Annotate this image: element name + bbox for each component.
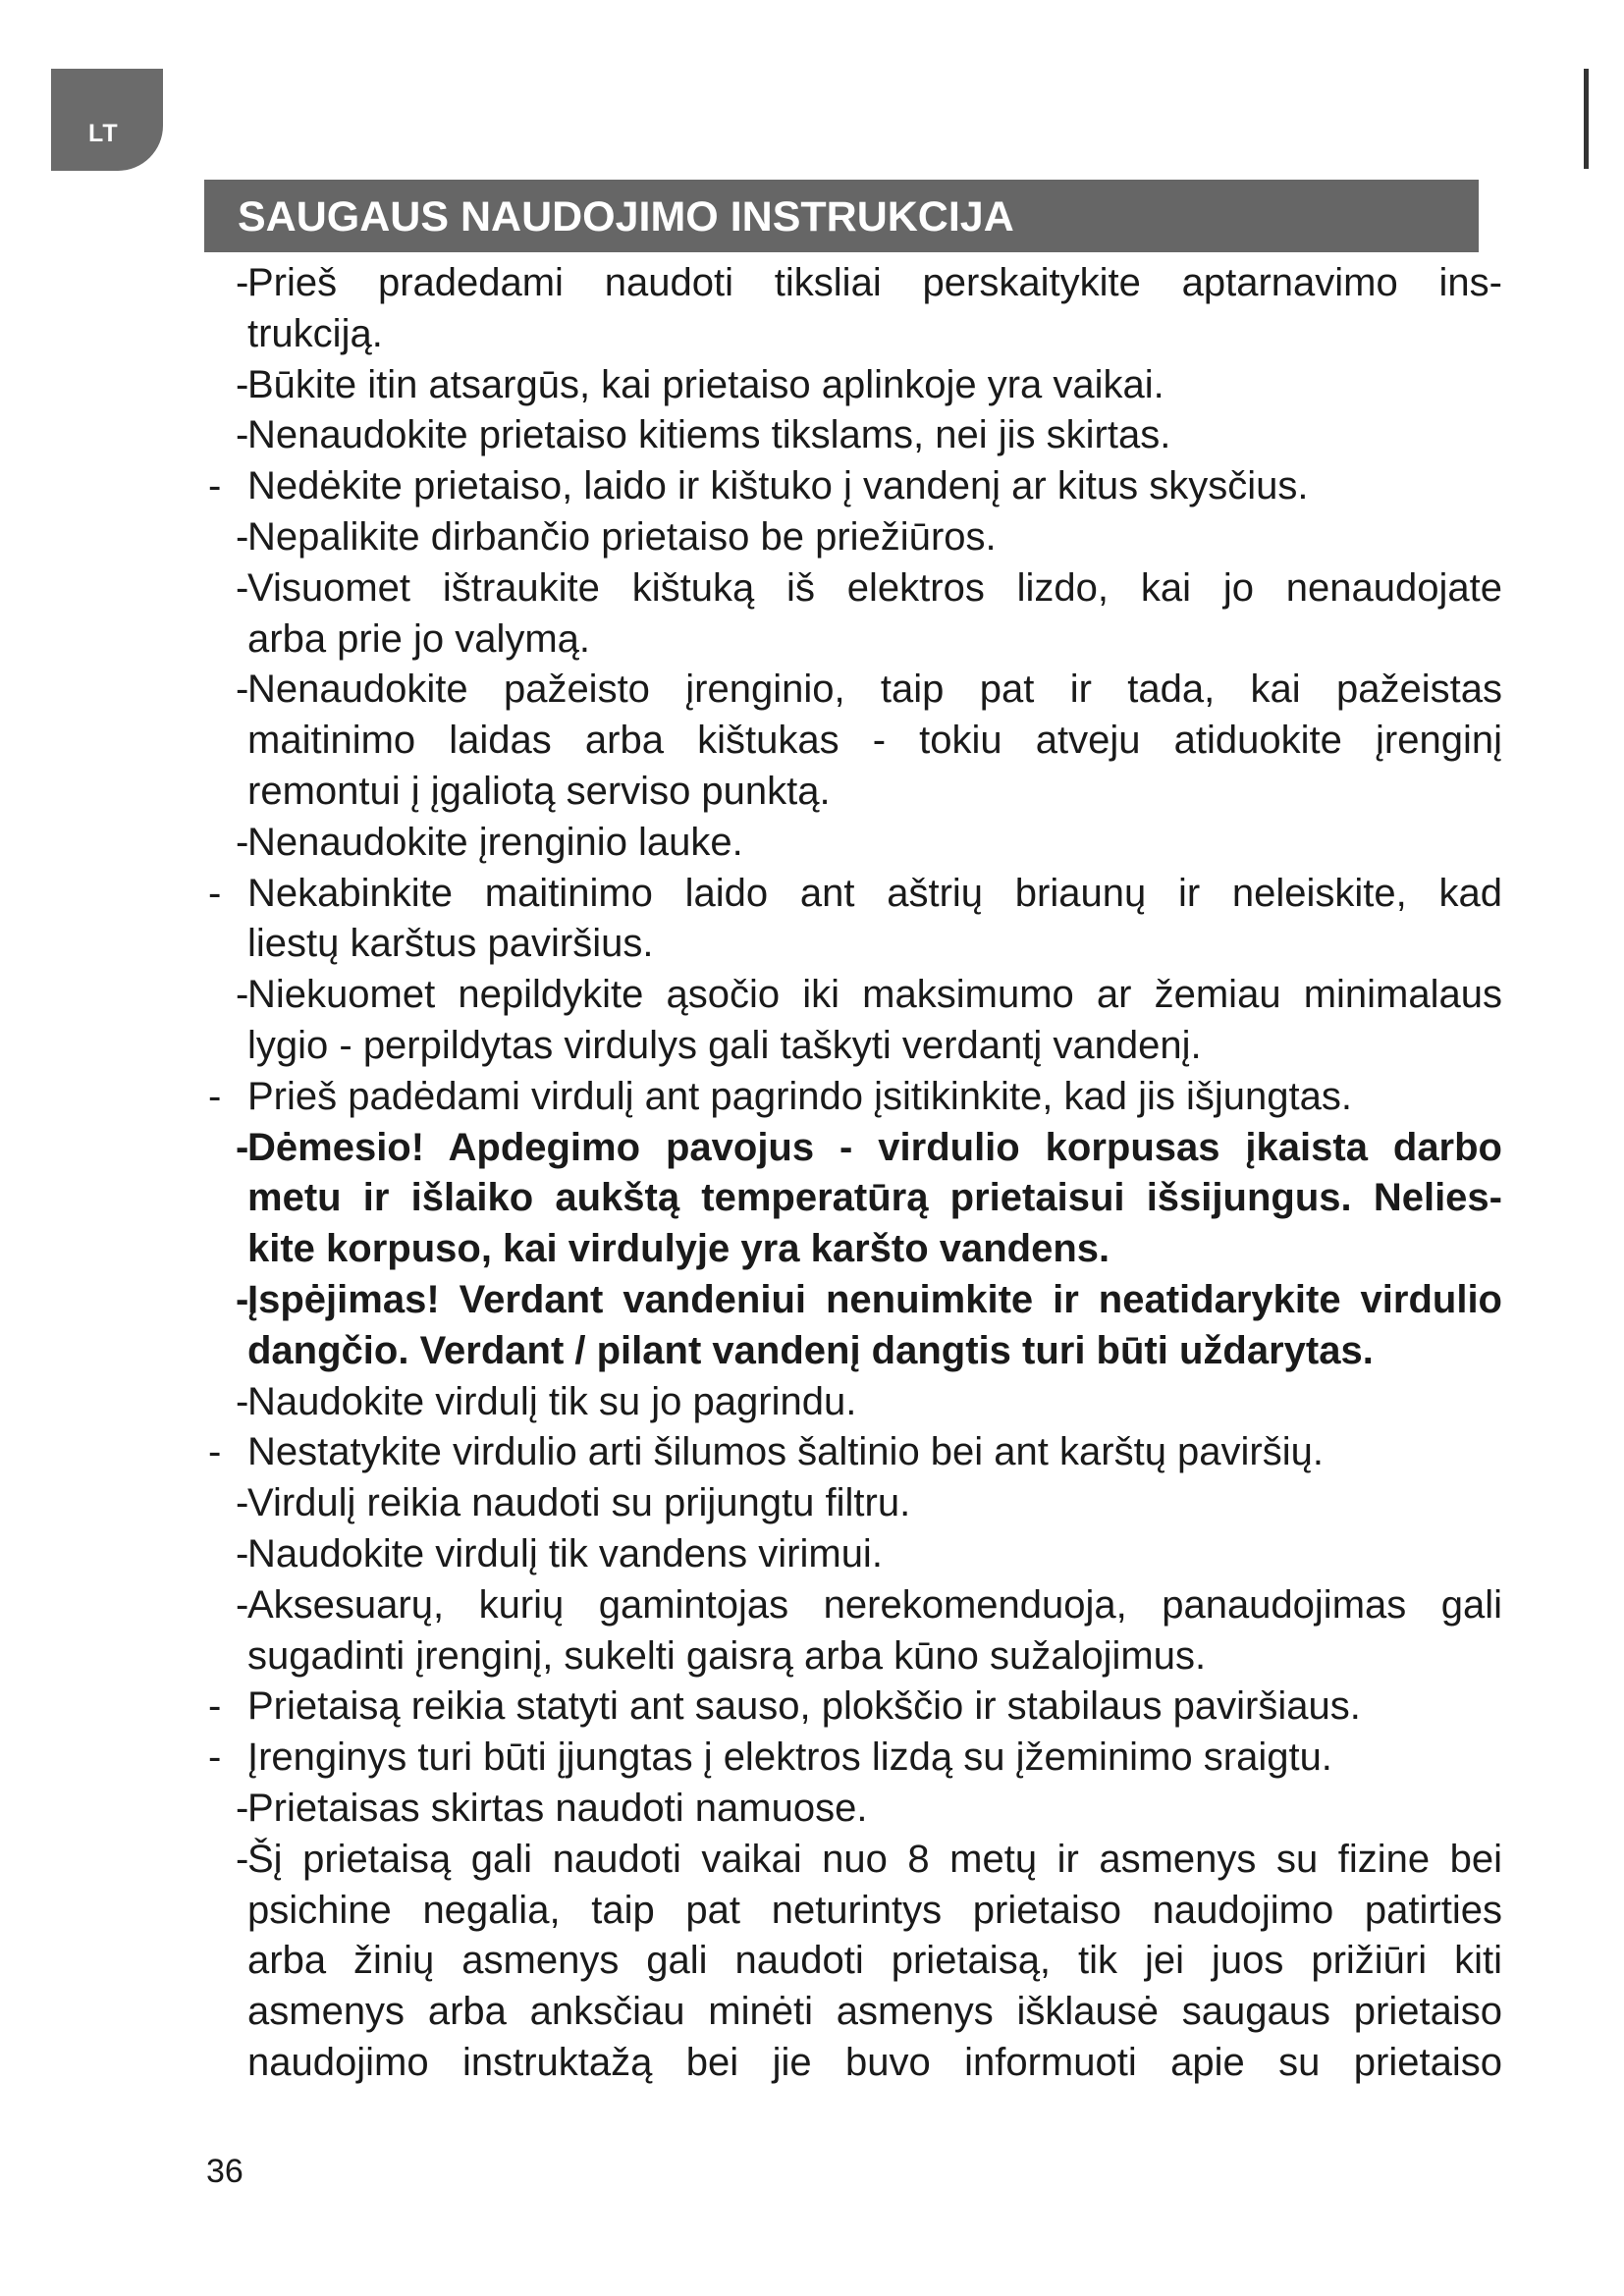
section-header <box>204 180 1479 252</box>
section-title: SAUGAUS NAUDOJIMO INSTRUKCIJA <box>238 193 1014 240</box>
bullet-dash: - <box>208 464 222 508</box>
instruction-text: Nedėkite prietaiso, laido ir kištuko į vandenį ar kitus skysčius. <box>247 464 1309 508</box>
bullet-dash: - <box>236 413 249 457</box>
page-number: 36 <box>206 2153 244 2190</box>
instruction-text: liestų karštus paviršius. <box>247 922 654 966</box>
instruction-text: Naudokite virdulį tik vandens virimui. <box>247 1532 883 1575</box>
instruction-text: trukciją. <box>247 311 383 355</box>
instruction-text: Nestatykite virdulio arti šilumos šaltinio bei ant karštų paviršių. <box>247 1430 1324 1474</box>
instruction-text: sugadinti įrenginį, sukelti gaisrą arba kūno sužalojimus. <box>247 1633 1207 1678</box>
instruction-text: arba žinių asmenys gali naudoti prietaisą, tik jei juos prižiūri kiti <box>247 1939 1502 1983</box>
language-tab-label: LT <box>88 120 119 147</box>
instruction-text: Nenaudokite pažeisto įrenginio, taip pat ir tada, kai pažeistas <box>247 667 1502 712</box>
bullet-dash: - <box>208 871 222 915</box>
bullet-dash: - <box>236 1481 249 1525</box>
instruction-text: maitinimo laidas arba kištukas - tokiu atveju atiduokite įrenginį <box>247 719 1502 763</box>
bullet-dash: - <box>236 1837 249 1881</box>
bullet-dash: - <box>236 667 249 712</box>
bullet-dash: - <box>236 820 249 864</box>
instruction-text: Nekabinkite maitinimo laido ant aštrių briaunų ir neleiskite, kad <box>247 871 1502 915</box>
instruction-text: psichine negalia, taip pat neturintys prietaiso naudojimo patirties <box>247 1888 1502 1932</box>
bullet-dash: - <box>236 973 249 1017</box>
bullet-dash: - <box>236 1125 249 1169</box>
instruction-text: asmenys arba anksčiau minėti asmenys išklausė saugaus prietaiso <box>247 1990 1502 2034</box>
page-edge-mark <box>1584 69 1589 169</box>
instruction-text: Šį prietaisą gali naudoti vaikai nuo 8 metų ir asmenys su fizine bei <box>247 1837 1502 1881</box>
instruction-text: kite korpuso, kai virdulyje yra karšto vandens. <box>247 1227 1110 1271</box>
bullet-dash: - <box>236 515 249 559</box>
instruction-text: Prieš padėdami virdulį ant pagrindo įsitikinkite, kad jis išjungtas. <box>247 1074 1352 1118</box>
instruction-text: Įspėjimas! Verdant vandeniui nenuimkite ir neatidarykite virdulio <box>247 1278 1502 1321</box>
instruction-text: Niekuomet nepildykite ąsočio iki maksimumo ar žemiau minimalaus <box>247 973 1502 1017</box>
bullet-dash: - <box>236 261 249 304</box>
instruction-text: Įrenginys turi būti įjungtas į elektros lizdą su įžeminimo sraigtu. <box>247 1735 1332 1780</box>
instruction-text: dangčio. Verdant / pilant vandenį dangtis turi būti uždarytas. <box>247 1328 1374 1372</box>
instruction-text: naudojimo instruktažą bei jie buvo informuoti apie su prietaiso <box>247 2041 1502 2084</box>
language-tab <box>51 69 163 171</box>
instruction-text: Prietaisą reikia statyti ant sauso, plokščio ir stabilaus paviršiaus. <box>247 1684 1361 1729</box>
instruction-text: Visuomet ištraukite kištuką iš elektros lizdo, kai jo nenaudojate <box>247 565 1502 610</box>
instruction-text: Virdulį reikia naudoti su prijungtu filtru. <box>247 1481 911 1525</box>
bullet-dash: - <box>236 565 249 610</box>
instruction-text: Nepalikite dirbančio prietaiso be priežiūros. <box>247 515 997 559</box>
bullet-dash: - <box>208 1430 222 1474</box>
instruction-text: lygio - perpildytas virdulys gali taškyti verdantį vandenį. <box>247 1024 1202 1067</box>
instruction-text: Prieš pradedami naudoti tiksliai perskaitykite aptarnavimo ins- <box>247 261 1502 304</box>
bullet-dash: - <box>208 1074 222 1118</box>
bullet-dash: - <box>236 1532 249 1575</box>
instruction-text: Nenaudokite prietaiso kitiems tikslams, nei jis skirtas. <box>247 413 1171 457</box>
bullet-dash: - <box>236 1379 249 1423</box>
bullet-dash: - <box>208 1735 222 1780</box>
bullet-dash: - <box>236 1787 249 1830</box>
instruction-text: Būkite itin atsargūs, kai prietaiso aplinkoje yra vaikai. <box>247 362 1164 406</box>
bullet-dash: - <box>236 1582 249 1627</box>
instruction-text: Aksesuarų, kurių gamintojas nerekomenduoja, panaudojimas gali <box>247 1582 1502 1627</box>
instruction-text: Dėmesio! Apdegimo pavojus - virdulio korpusas įkaista darbo <box>247 1125 1502 1169</box>
instruction-text: metu ir išlaiko aukštą temperatūrą prietaisui išsijungus. Nelies- <box>247 1176 1502 1220</box>
bullet-dash: - <box>208 1684 222 1729</box>
instruction-text: arba prie jo valymą. <box>247 616 591 661</box>
bullet-dash: - <box>236 1278 249 1321</box>
bullet-dash: - <box>236 362 249 406</box>
instruction-text: Nenaudokite įrenginio lauke. <box>247 820 743 864</box>
instruction-text: remontui į įgaliotą serviso punktą. <box>247 770 831 813</box>
instruction-text: Prietaisas skirtas naudoti namuose. <box>247 1787 868 1830</box>
instruction-text: Naudokite virdulį tik su jo pagrindu. <box>247 1379 857 1423</box>
